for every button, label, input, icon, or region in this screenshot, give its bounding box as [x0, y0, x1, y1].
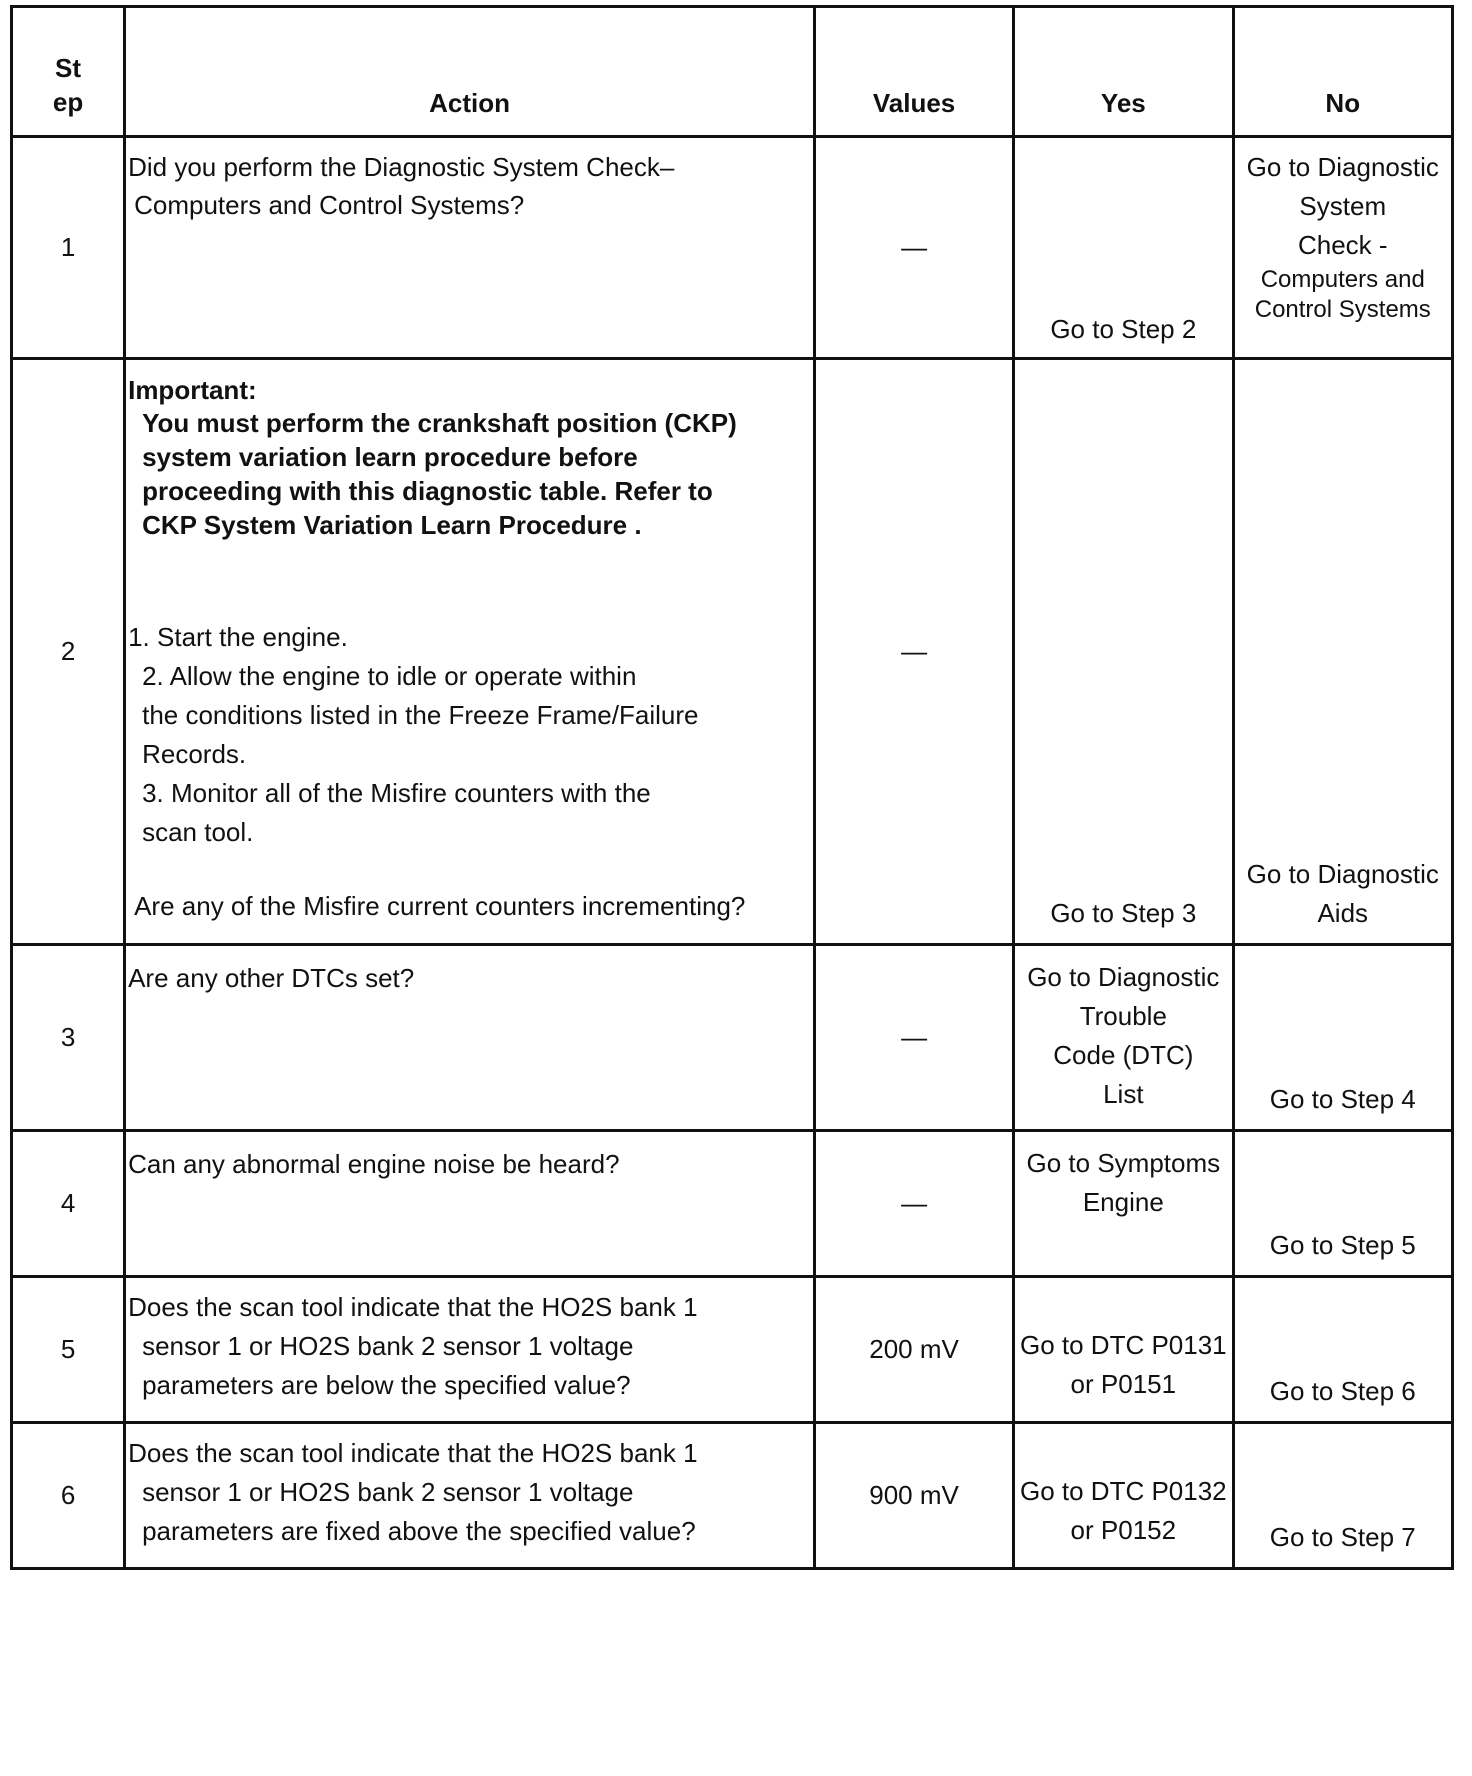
yes-line: Trouble	[1079, 1001, 1167, 1031]
no-link[interactable]	[1235, 855, 1451, 933]
no-cell	[1233, 945, 1452, 1131]
value-cell: 200 mV	[815, 1277, 1014, 1423]
table-row	[12, 1423, 1453, 1569]
yes-cell	[1014, 359, 1233, 945]
header-action: Action	[125, 7, 815, 137]
step-number: 1	[12, 137, 125, 359]
yes-line: Go to DTC P0131	[1019, 1329, 1227, 1360]
action-step: Records.	[142, 739, 247, 769]
table-row	[12, 137, 1453, 359]
important-line: CKP System Variation Learn Procedure .	[142, 510, 642, 540]
header-yes: Yes	[1014, 7, 1233, 137]
action-line: sensor 1 or HO2S bank 2 sensor 1 voltage	[142, 1331, 634, 1361]
action-line: Are any other DTCs set?	[128, 963, 415, 993]
header-values: Values	[815, 7, 1014, 137]
action-question: Are any of the Misfire current counters incrementing?	[134, 891, 746, 921]
action-step: 3. Monitor all of the Misfire counters with the	[142, 778, 651, 808]
action-line: Does the scan tool indicate that the HO2S bank 1	[128, 1438, 698, 1468]
table-row	[12, 1131, 1453, 1277]
table-row	[12, 945, 1453, 1131]
value-cell: 900 mV	[815, 1423, 1014, 1569]
action-line: sensor 1 or HO2S bank 2 sensor 1 voltage	[142, 1477, 634, 1507]
no-link[interactable]: Go to Step 4	[1269, 1084, 1416, 1114]
no-line: Go to Diagnostic	[1246, 859, 1439, 889]
yes-line: Code (DTC)	[1053, 1040, 1194, 1070]
header-no: No	[1233, 7, 1452, 137]
no-link[interactable]: Go to Step 6	[1269, 1376, 1416, 1406]
no-line: Control Systems	[1254, 296, 1431, 323]
action-line: Does the scan tool indicate that the HO2S bank 1	[128, 1292, 698, 1322]
yes-line: Engine	[1082, 1187, 1164, 1217]
action-line: Did you perform the Diagnostic System Check–	[128, 152, 675, 182]
action-cell	[125, 1423, 815, 1569]
diagnostic-table	[10, 5, 1454, 1570]
action-cell	[125, 945, 815, 1131]
yes-link[interactable]	[1015, 1326, 1231, 1404]
header-row	[12, 7, 1453, 137]
step-number: 3	[12, 945, 125, 1131]
action-line: Can any abnormal engine noise be heard?	[128, 1149, 620, 1179]
no-line: Computers and	[1260, 266, 1425, 293]
action-step: scan tool.	[142, 817, 254, 847]
step-number: 2	[12, 359, 125, 945]
action-line: parameters are fixed above the specified value?	[142, 1516, 696, 1546]
yes-cell	[1014, 1131, 1233, 1277]
important-line: proceeding with this diagnostic table. Refer to	[142, 476, 713, 506]
yes-line: or P0152	[1070, 1514, 1177, 1545]
important-line: system variation learn procedure before	[142, 442, 638, 472]
yes-link[interactable]: Go to Step 3	[1050, 898, 1197, 928]
yes-cell	[1014, 1277, 1233, 1423]
value-cell: —	[815, 1131, 1014, 1277]
action-cell	[125, 137, 815, 359]
step-number: 6	[12, 1423, 125, 1569]
yes-link[interactable]: Go to Step 2	[1050, 314, 1197, 344]
header-step-line2: ep	[52, 87, 84, 117]
yes-line: or P0151	[1070, 1368, 1177, 1399]
no-link[interactable]: Go to Step 7	[1269, 1522, 1416, 1552]
action-step: the conditions listed in the Freeze Frame/Failure	[142, 700, 699, 730]
yes-cell	[1014, 137, 1233, 359]
no-link[interactable]	[1235, 148, 1451, 325]
table-row	[12, 359, 1453, 945]
important-line: You must perform the crankshaft position (CKP)	[142, 408, 737, 438]
header-step	[12, 7, 125, 137]
step-number: 5	[12, 1277, 125, 1423]
action-line: parameters are below the specified value?	[142, 1370, 631, 1400]
action-cell	[125, 359, 815, 945]
no-link[interactable]: Go to Step 5	[1269, 1230, 1416, 1260]
value-cell: —	[815, 945, 1014, 1131]
value-cell: —	[815, 137, 1014, 359]
header-step-line1: St	[55, 53, 82, 83]
yes-link[interactable]	[1015, 958, 1231, 1114]
yes-line: Go to Diagnostic	[1027, 962, 1220, 992]
yes-line: List	[1103, 1079, 1144, 1109]
action-cell	[125, 1277, 815, 1423]
step-number: 4	[12, 1131, 125, 1277]
no-line: Check -	[1297, 230, 1388, 260]
action-cell	[125, 1131, 815, 1277]
yes-link[interactable]	[1015, 1472, 1231, 1550]
yes-cell	[1014, 945, 1233, 1131]
no-cell	[1233, 1131, 1452, 1277]
no-line: Aids	[1317, 898, 1369, 928]
important-label: Important:	[128, 375, 257, 405]
action-line: Computers and Control Systems?	[134, 190, 525, 220]
table-row	[12, 1277, 1453, 1423]
action-step: 1. Start the engine.	[128, 622, 348, 652]
value-cell: —	[815, 359, 1014, 945]
yes-line: Go to DTC P0132	[1019, 1475, 1227, 1506]
yes-link[interactable]	[1015, 1144, 1231, 1222]
yes-cell	[1014, 1423, 1233, 1569]
no-cell	[1233, 359, 1452, 945]
no-cell	[1233, 1423, 1452, 1569]
no-line: Go to Diagnostic	[1246, 152, 1439, 182]
action-step: 2. Allow the engine to idle or operate within	[142, 661, 637, 691]
no-line: System	[1299, 191, 1387, 221]
no-cell	[1233, 137, 1452, 359]
no-cell	[1233, 1277, 1452, 1423]
yes-line: Go to Symptoms	[1026, 1148, 1221, 1178]
